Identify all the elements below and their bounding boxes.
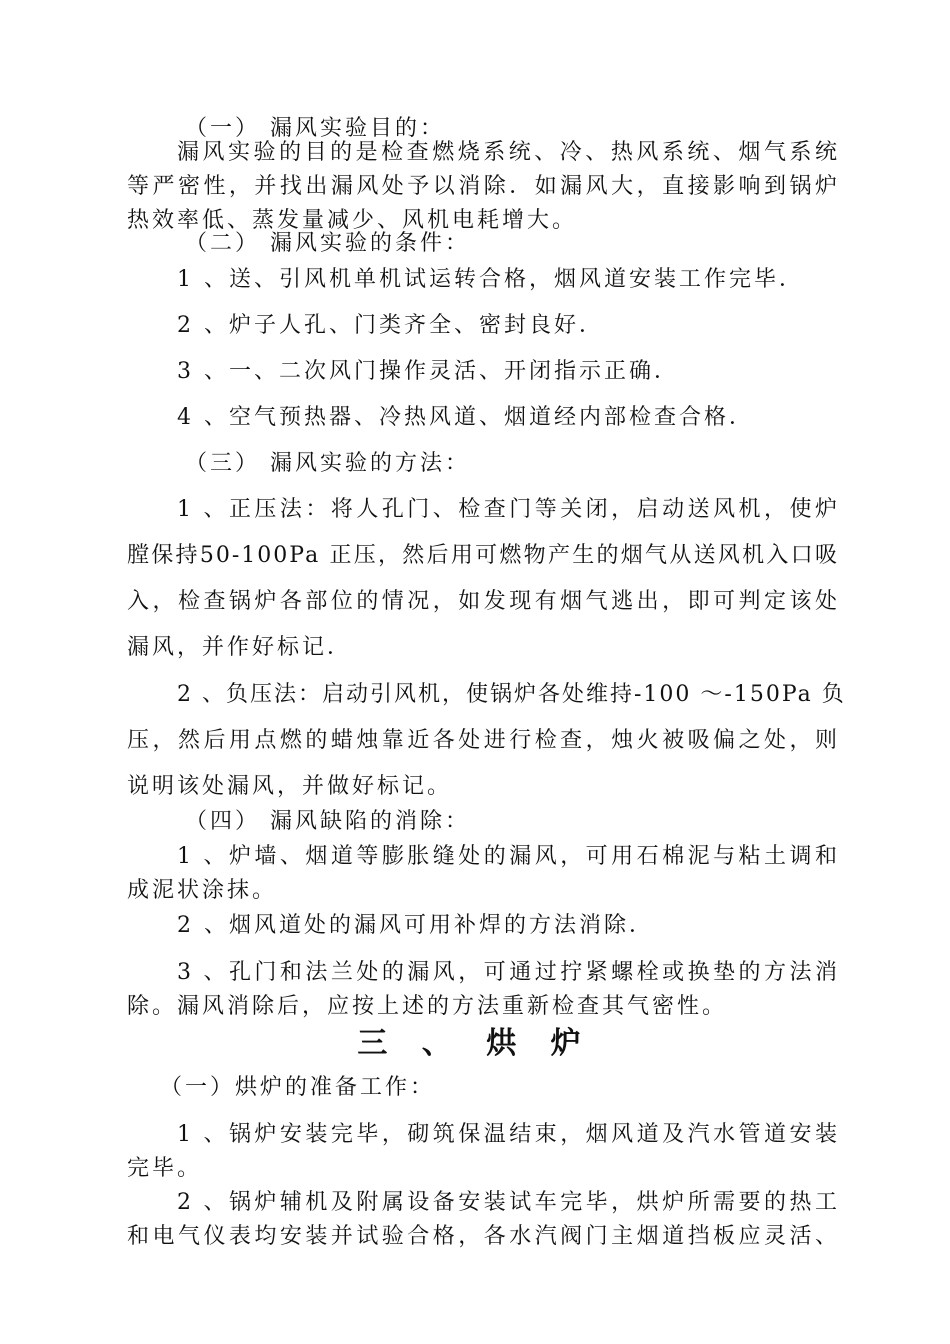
paragraph-line: 2 、负压法：启动引风机，使锅炉各处维持-100 ～-150Pa 负 [177, 682, 846, 707]
section-heading: （一） 漏风实验目的： [185, 116, 445, 141]
section-heading: （二） 漏风实验的条件： [185, 231, 470, 256]
list-item: 3 、一、二次风门操作灵活、开闭指示正确． [177, 359, 679, 384]
section-heading: （四） 漏风缺陷的消除： [185, 809, 470, 834]
paragraph-line: 压，然后用点燃的蜡烛靠近各处进行检查，烛火被吸偏之处，则 [127, 728, 839, 753]
paragraph-line: 完毕。 [127, 1156, 203, 1181]
paragraph-line: 膛保持50-100Pa 正压，然后用可燃物产生的烟气从送风机入口吸 [127, 543, 839, 568]
paragraph-line: 2 、锅炉辅机及附属设备安装试车完毕，烘炉所需要的热工 [177, 1190, 839, 1215]
paragraph-line: 说明该处漏风，并做好标记。 [127, 774, 453, 799]
chapter-heading: 三 、 烘 炉 [357, 1026, 593, 1061]
section-heading: （三） 漏风实验的方法： [185, 451, 470, 476]
paragraph-line: 热效率低、蒸发量减少、风机电耗增大。 [127, 208, 578, 233]
paragraph-line: 除。漏风消除后，应按上述的方法重新检查其气密性。 [127, 994, 728, 1019]
paragraph-line: 和电气仪表均安装并试验合格，各水汽阀门主烟道挡板应灵活、 [127, 1224, 839, 1249]
paragraph-line: 1 、正压法：将人孔门、检查门等关闭，启动送风机，使炉 [177, 497, 839, 522]
list-item: 2 、烟风道处的漏风可用补焊的方法消除． [177, 913, 654, 938]
list-item: 2 、炉子人孔、门类齐全、密封良好． [177, 313, 604, 338]
list-item: 1 、送、引风机单机试运转合格，烟风道安装工作完毕． [177, 267, 804, 292]
paragraph-line: 1 、炉墙、烟道等膨胀缝处的漏风，可用石棉泥与粘土调和 [177, 844, 839, 869]
paragraph-line: 等严密性，并找出漏风处予以消除．如漏风大，直接影响到锅炉 [127, 174, 839, 199]
paragraph-line: 3 、孔门和法兰处的漏风，可通过拧紧螺栓或换垫的方法消 [177, 960, 839, 985]
paragraph-line: 1 、锅炉安装完毕，砌筑保温结束，烟风道及汽水管道安装 [177, 1122, 839, 1147]
section-heading: （一）烘炉的准备工作： [160, 1075, 436, 1100]
paragraph-line: 成泥状涂抹。 [127, 878, 278, 903]
list-item: 4 、空气预热器、冷热风道、烟道经内部检查合格． [177, 405, 754, 430]
paragraph-line: 入，检查锅炉各部位的情况，如发现有烟气逃出，即可判定该处 [127, 589, 839, 614]
paragraph-line: 漏风，并作好标记． [127, 635, 353, 660]
paragraph-line: 漏风实验的目的是检查燃烧系统、冷、热风系统、烟气系统 [177, 140, 839, 165]
